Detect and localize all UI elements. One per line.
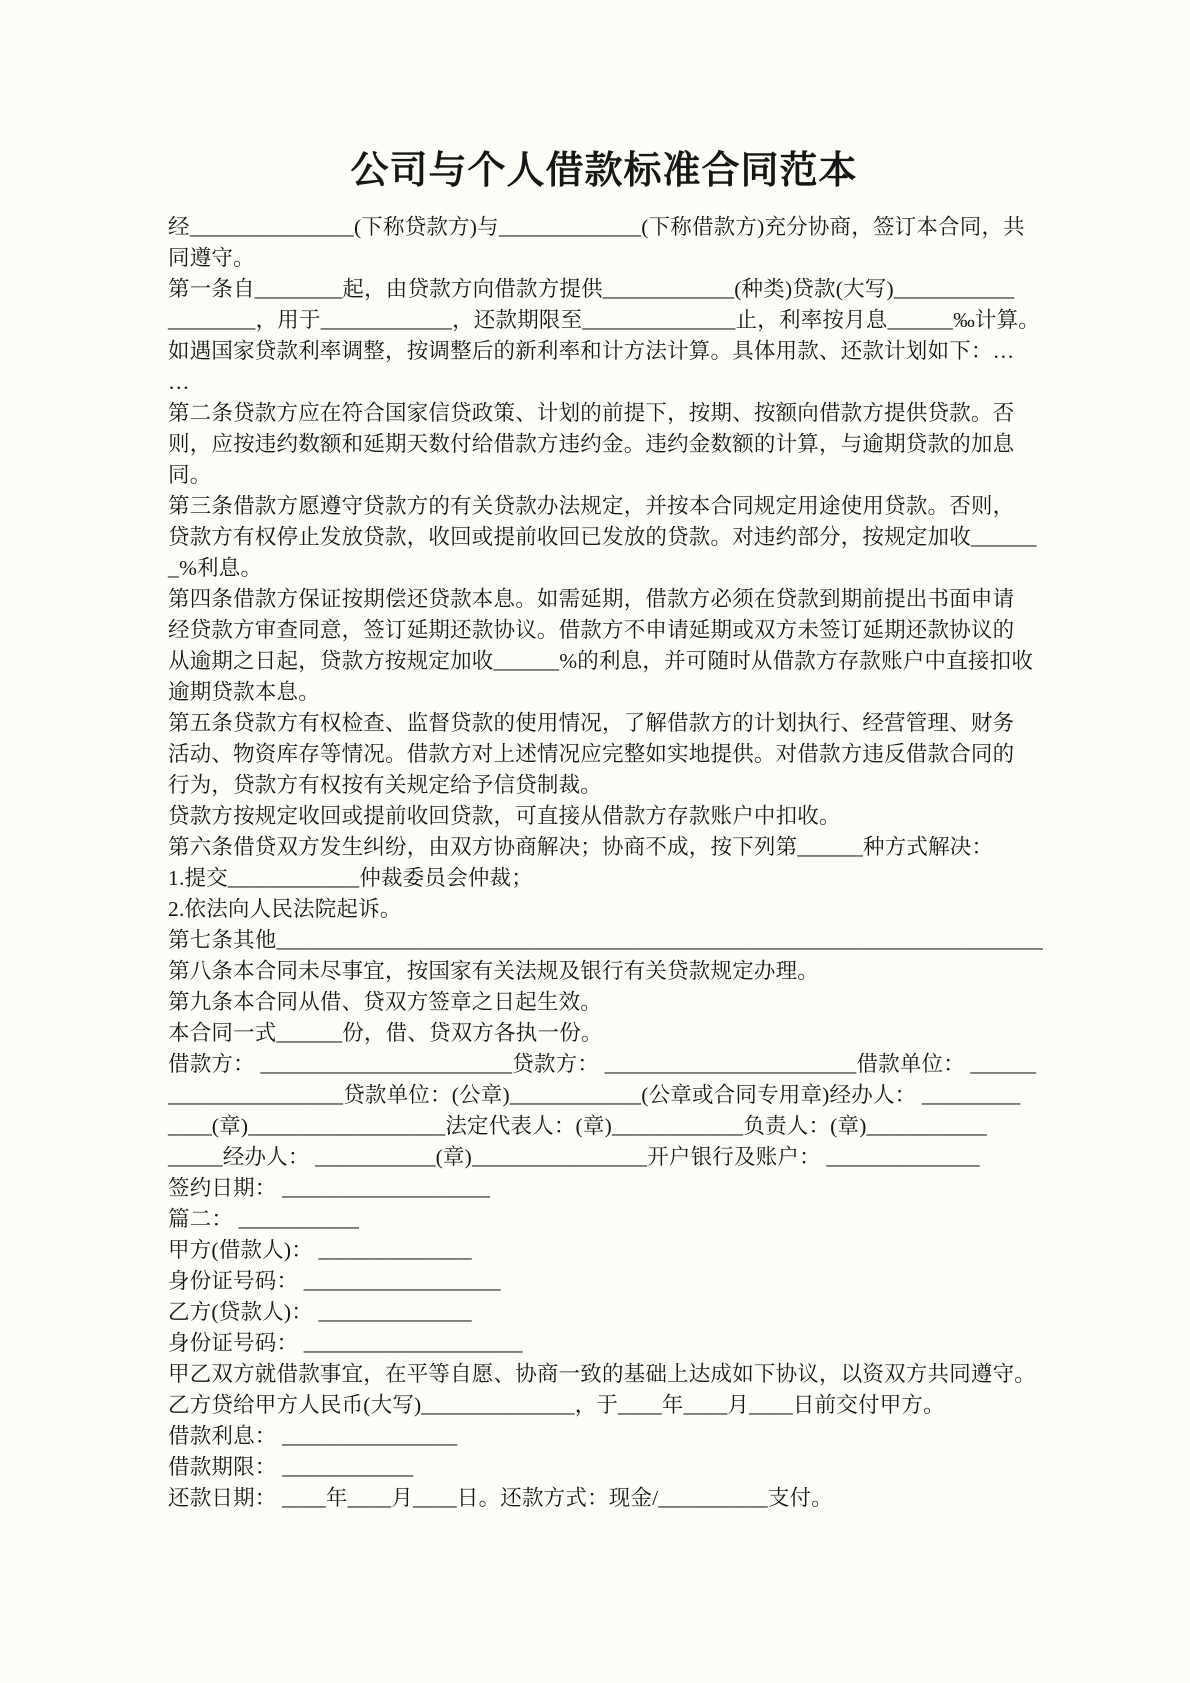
document-line: 同遵守。: [168, 246, 255, 270]
document-line: 第一条自________起，由贷款方向借款方提供____________(种类)贷款(大写)___________: [168, 277, 1015, 301]
document-line: 经_______________(下称贷款方)与_____________(下称借款方)充分协商，签订本合同，共: [168, 215, 1025, 239]
document-line: 贷款方按规定收回或提前收回贷款，可直接从借款方存款账户中扣收。: [168, 804, 841, 828]
document-line: _____经办人： ___________(章)________________开户银行及账户： ______________: [168, 1145, 980, 1169]
document-line: 第七条其他______________________________________________________________________: [168, 928, 1044, 952]
document-line: 本合同一式______份，借、贷双方各执一份。: [168, 1021, 603, 1045]
document-line: 借款期限： ____________: [168, 1455, 414, 1479]
document-line: 第五条贷款方有权检查、监督贷款的使用情况，了解借款方的计划执行、经营管理、财务: [168, 711, 1015, 735]
document-line: 第八条本合同未尽事宜，按国家有关法规及银行有关贷款规定办理。: [168, 959, 820, 983]
document-line: 活动、物资库存等情况。借款方对上述情况应完整如实地提供。对借款方违反借款合同的: [168, 742, 1015, 766]
document-line: 行为，贷款方有权按有关规定给予信贷制裁。: [168, 773, 603, 797]
document-line: 第九条本合同从借、贷双方签章之日起生效。: [168, 990, 603, 1014]
document-line: 1.提交____________仲裁委员会仲裁；: [168, 866, 533, 890]
document-line: 逾期贷款本息。: [168, 680, 320, 704]
document-body: [168, 212, 1044, 1514]
document-line: 如遇国家贷款利率调整，按调整后的新利率和计方法计算。具体用款、还款计划如下：…: [168, 339, 1015, 363]
document-line: 借款方： _______________________贷款方： _______________________借款单位： ______: [168, 1052, 1037, 1076]
document-line: 还款日期： ____年____月____日。还款方式：现金/__________支付。: [168, 1486, 833, 1510]
document-line: _%利息。: [168, 556, 263, 580]
document-line: 经贷款方审查同意，签订延期还款协议。借款方不申请延期或双方未签订延期还款协议的: [168, 618, 1015, 642]
document-line: 身份证号码： ____________________: [168, 1331, 523, 1355]
document-title: 公司与个人借款标准合同范本: [350, 150, 858, 192]
document-line: 第二条贷款方应在符合国家信贷政策、计划的前提下，按期、按额向借款方提供贷款。否: [168, 401, 1015, 425]
document-line: ________，用于____________，还款期限至______________止，利率按月息______‰计算。: [168, 308, 1041, 332]
document-line: 第三条借款方愿遵守贷款方的有关贷款办法规定，并按本合同规定用途使用贷款。否则，: [168, 494, 1015, 518]
document-line: 签约日期： ___________________: [168, 1176, 491, 1200]
document-line: 篇二： ___________: [168, 1207, 360, 1231]
document-line: 同。: [168, 463, 212, 487]
document-line: 借款利息： ________________: [168, 1424, 458, 1448]
document-line: 甲乙双方就借款事宜，在平等自愿、协商一致的基础上达成如下协议，以资双方共同遵守。: [168, 1362, 1037, 1386]
document-line: 甲方(借款人)： ______________: [168, 1238, 472, 1262]
document-line: 乙方(贷款人)： ______________: [168, 1300, 472, 1324]
document-line: ________________贷款单位：(公章)____________(公章或合同专用章)经办人： _________: [168, 1083, 1021, 1107]
document-line: 贷款方有权停止发放贷款，收回或提前收回已发放的贷款。对违约部分，按规定加收______: [168, 525, 1037, 549]
document-line: 第六条借贷双方发生纠纷，由双方协商解决；协商不成，按下列第______种方式解决：: [168, 835, 994, 859]
document-line: 从逾期之日起，贷款方按规定加收______%的利息，并可随时从借款方存款账户中直接扣收: [168, 649, 1034, 673]
document-line: 身份证号码： __________________: [168, 1269, 501, 1293]
document-line: 乙方贷给甲方人民币(大写)______________，于____年____月____日前交付甲方。: [168, 1393, 945, 1417]
document-line: 2.依法向人民法院起诉。: [168, 897, 402, 921]
document-line: 第四条借款方保证按期偿还贷款本息。如需延期，借款方必须在贷款到期前提出书面申请: [168, 587, 1015, 611]
document-line: ____(章)__________________法定代表人：(章)____________负责人：(章)___________: [168, 1114, 988, 1138]
document-line: 则，应按违约数额和延期天数付给借款方违约金。违约金数额的计算，与逾期贷款的加息: [168, 432, 1015, 456]
document-line: …: [168, 370, 190, 394]
